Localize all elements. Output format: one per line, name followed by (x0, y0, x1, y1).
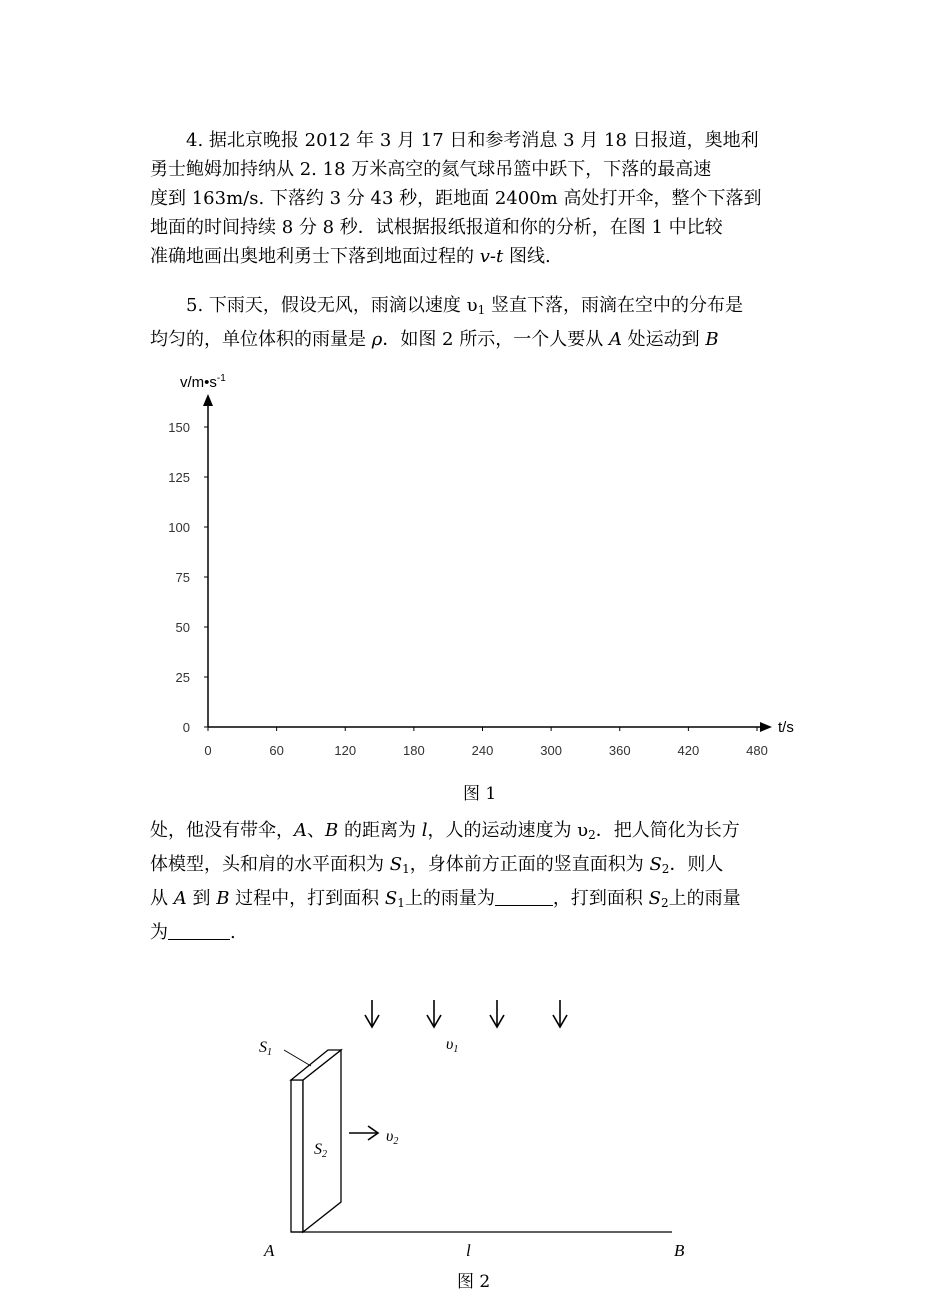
q4-line-3: 度到 163m/s. 下落约 3 分 43 秒，距地面 2400m 高处打开伞，整个下落到 (150, 188, 762, 209)
q5b-line-4b: . (230, 922, 236, 943)
answer-blank-1[interactable] (495, 887, 553, 906)
question-5 (150, 291, 800, 354)
x-tick-label: 480 (746, 743, 768, 758)
x-tick-label: 120 (334, 743, 357, 758)
y-tick-label: 125 (168, 470, 190, 485)
y-tick-label: 50 (175, 620, 190, 635)
x-tick-label: 180 (403, 743, 425, 758)
q5b-line-3b: 到 (186, 888, 217, 909)
raindrop-arrow-1 (365, 1000, 379, 1027)
x-tick-label: 0 (204, 743, 212, 758)
q5-rho: ρ (371, 329, 383, 350)
point-B-label: B (674, 1241, 685, 1260)
q5b-s1-sub-2: 1 (397, 896, 405, 910)
q5b-S1-2: S (384, 888, 398, 909)
q5b-s1-sub: 1 (402, 862, 410, 876)
q5b-line-3f: 上的雨量 (668, 888, 741, 909)
q5-A: A (608, 329, 622, 350)
distance-l-label: l (466, 1241, 471, 1260)
q5b-line-4a: 为 (150, 922, 168, 943)
q5-line-1b: 竖直下落，雨滴在空中的分布是 (485, 295, 743, 316)
q4-vt: v-t (479, 246, 504, 267)
q5b-line-3d: 上的雨量为 (404, 888, 495, 909)
q5b-s2-sub-2: 2 (660, 896, 669, 910)
q4-line-4: 地面的时间持续 8 分 8 秒．试根据报纸报道和你的分析，在图 1 中比较 (150, 217, 723, 238)
figure-1-caption: 图 1 (463, 784, 497, 804)
x-axis-arrow (760, 722, 772, 732)
raindrop-arrow-3 (490, 1000, 504, 1027)
q5b-line-3a: 从 (150, 888, 174, 909)
q4-line-1: 据北京晚报 2012 年 3 月 17 日和参考消息 3 月 18 日报道，奥地利 (208, 130, 759, 151)
figure-1-chart (0, 370, 950, 790)
q5b-sep: 、 (307, 820, 325, 841)
q5-line-2a: 均匀的，单位体积的雨量是 (150, 329, 372, 350)
point-A-label: A (264, 1241, 275, 1260)
x-tick-label: 300 (540, 743, 562, 758)
y-tick-label: 75 (175, 570, 190, 585)
y-tick-label: 0 (182, 720, 190, 735)
velocity-arrow (349, 1126, 378, 1140)
q5b-A: A (294, 820, 307, 841)
q5b-line-2a: 体模型，头和肩的水平面积为 (150, 854, 390, 875)
question-4 (150, 126, 800, 271)
v2-label: υ2 (386, 1128, 399, 1147)
x-tick-label: 60 (269, 743, 284, 758)
q5-number: 5. (186, 295, 204, 316)
q5-v1-sub: 1 (477, 303, 486, 317)
y-axis-label: $v/m•s^{-1}$ (180, 373, 226, 391)
answer-blank-2[interactable] (168, 921, 230, 940)
raindrop-arrows (365, 1000, 567, 1027)
q4-line-5a: 准确地画出奥地利勇士下落到地面过程的 (150, 246, 480, 267)
y-tick-label: 25 (175, 670, 190, 685)
y-tick-label: 150 (168, 420, 190, 435)
raindrop-arrow-2 (427, 1000, 441, 1027)
q5b-S1: S (389, 854, 403, 875)
q5b-line-2b: ，身体前方正面的竖直面积为 (409, 854, 650, 875)
q5b-line-3e: ，打到面积 (552, 888, 649, 909)
v1-label: υ1 (446, 1036, 459, 1055)
figure-2-diagram (0, 980, 950, 1300)
s1-label: S1 (259, 1039, 272, 1058)
q4-line-2: 勇士鲍姆加持纳从 2. 18 万米高空的氦气球吊篮中跃下，下落的最高速 (150, 159, 712, 180)
figure-2-caption: 图 2 (457, 1272, 491, 1292)
q4-line-5c: 图线. (503, 246, 551, 267)
q5b-line-1a: 处，他没有带伞， (150, 820, 294, 841)
q5b-S2-2: S (648, 888, 661, 909)
q5b-l: l (421, 820, 428, 841)
q5b-line-1c: ，人的运动速度为 υ (427, 820, 589, 841)
q5-B: B (705, 329, 719, 350)
q4-number: 4. (186, 130, 204, 151)
x-tick-label: 360 (608, 743, 631, 758)
q5b-line-1d: ．把人简化为长方 (595, 820, 740, 841)
q5-line-1a: 下雨天，假设无风，雨滴以速度 υ (208, 295, 478, 316)
q5-line-2c: 处运动到 (621, 329, 706, 350)
q5b-line-3c: 过程中，打到面积 (229, 888, 385, 909)
q5b-v2-sub: 2 (588, 828, 596, 842)
x-axis-label: t/s (778, 719, 794, 736)
raindrop-arrow-4 (553, 1000, 567, 1027)
y-axis-arrow (203, 394, 213, 406)
q5b-A-2: A (173, 888, 187, 909)
q5b-B: B (325, 820, 339, 841)
x-tick-label: 420 (677, 743, 700, 758)
s1-leader-line (284, 1050, 311, 1066)
q5b-s2-sub: 2 (661, 862, 670, 876)
question-5-continued (150, 816, 800, 947)
q5b-line-2c: ．则人 (669, 854, 724, 875)
q5b-B-2: B (216, 888, 230, 909)
q5b-S2: S (649, 854, 662, 875)
y-tick-label: 100 (168, 520, 190, 535)
q5b-line-1b: 的距离为 (338, 820, 422, 841)
x-tick-label: 240 (471, 743, 494, 758)
s2-label: S2 (314, 1141, 327, 1160)
q5-line-2b: ．如图 2 所示，一个人要从 (382, 329, 609, 350)
